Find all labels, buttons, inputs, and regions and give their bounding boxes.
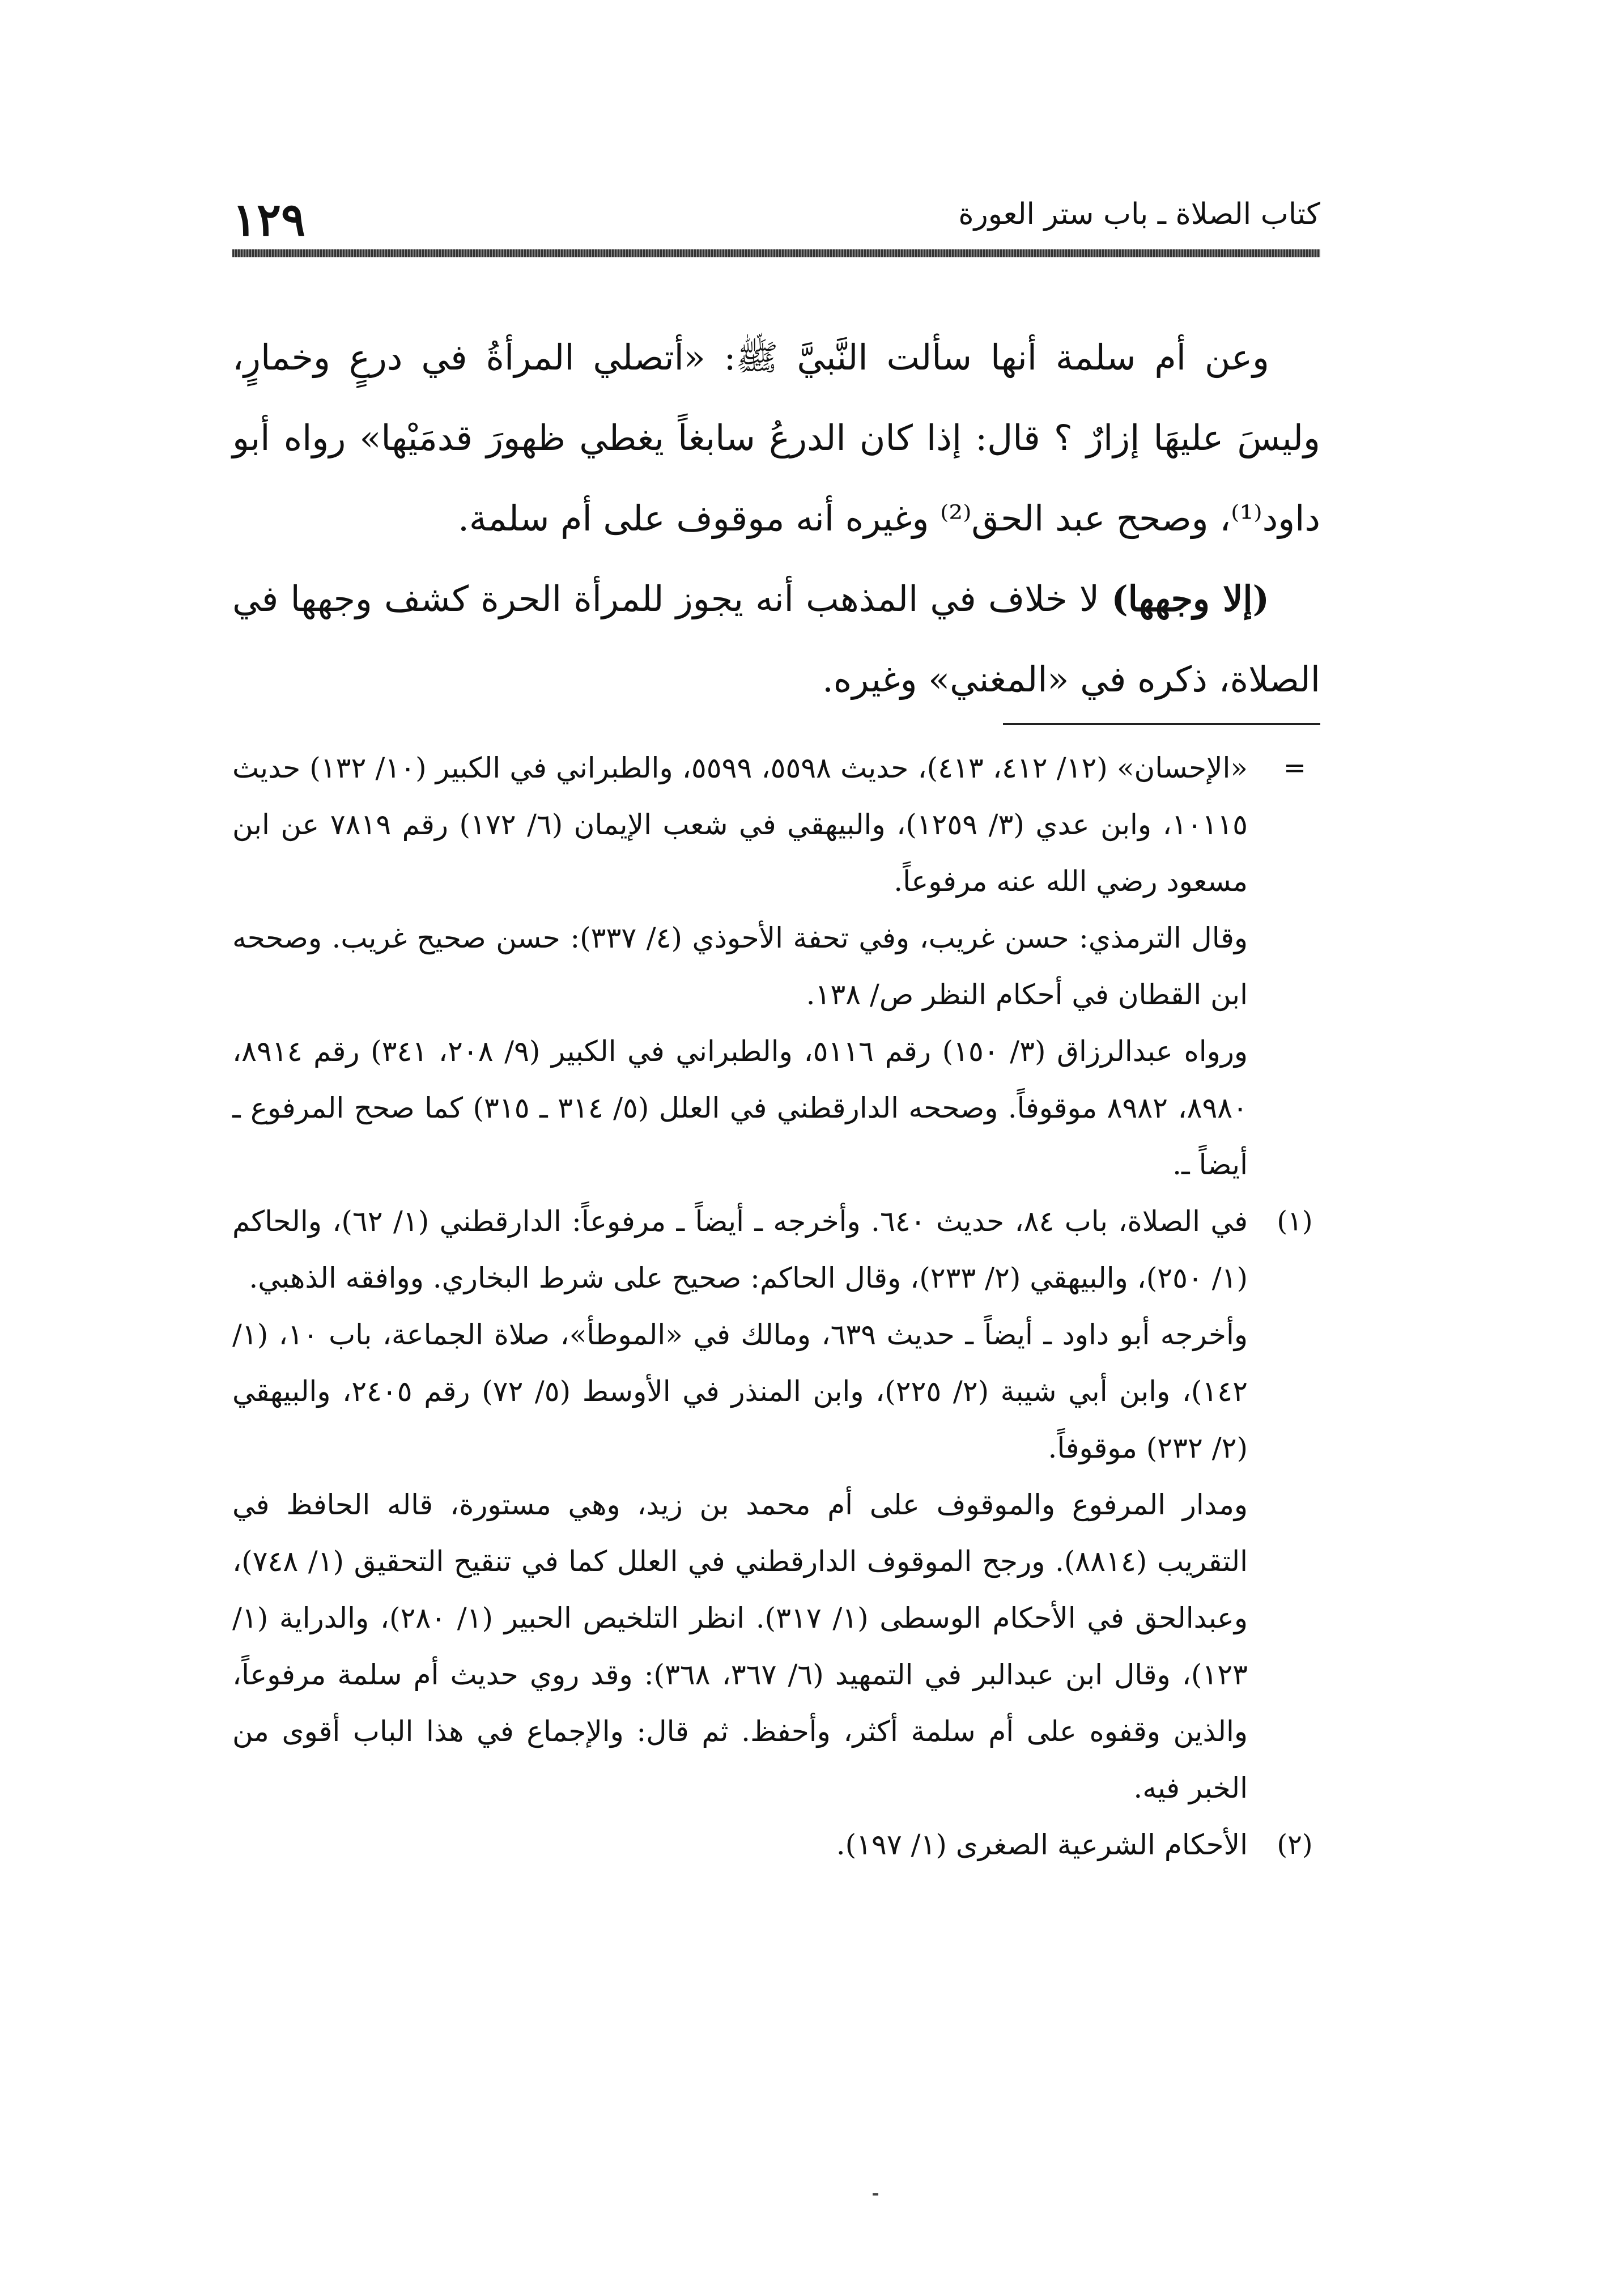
footnote-marker: (٢) (1277, 1829, 1313, 1861)
footnote-paragraph: في الصلاة، باب ٨٤، حديث ٦٤٠. وأخرجه ـ أيضاً ـ مرفوعاً: الدارقطني (١/ ٦٢)، والحاكم (١/ ٢٥٠)، والبيهقي (٢/ ٢٣٣)، وقال الحاكم: صحيح على شرط البخاري. ووافقه الذهبي. (232, 1205, 1248, 1294)
continuation-marker: = (1283, 752, 1307, 784)
running-header (232, 193, 1320, 255)
main-text (232, 317, 1320, 720)
footnote-paragraph: ورواه عبدالرزاق (٣/ ١٥٠) رقم ٥١١٦، والطبراني في الكبير (٩/ ٢٠٨، ٣٤١) رقم ٨٩١٤، ٨٩٨٠، ٨٩٨٢ موقوفاً. وصححه الدارقطني في العلل (٥/ ٣١٤ ـ ٣١٥) كما صحح المرفوع ـ أيضاً ـ. (232, 1035, 1248, 1181)
main-paragraph: وعن أم سلمة أنها سألت النَّبيَّ ﷺ: «أتصلي المرأةُ في درعٍ وخمارٍ، وليسَ عليهَا إزارٌ ؟ قال: إذا كان الدرعُ سابغاً يغطي ظهورَ قدمَيْها» رواه أبو داود⁽¹⁾، وصحح عبد الحق⁽²⁾ وغيره أنه موقوف على أم سلمة. (232, 337, 1320, 539)
footnote-separator (1003, 723, 1320, 725)
page-number: ١٢٩ (232, 193, 305, 246)
main-paragraph-rest: لا خلاف في المذهب أنه يجوز للمرأة الحرة كشف وجهها في الصلاة، ذكره في «المغني» وغيره. (232, 578, 1320, 700)
footnote-1 (232, 1193, 1320, 1816)
footnotes (232, 740, 1320, 1873)
page-bottom-mark (873, 2193, 878, 2196)
footnote-continuation (232, 740, 1320, 1193)
footnote-paragraph: الأحكام الشرعية الصغرى (١/ ١٩٧). (836, 1828, 1248, 1861)
footnote-paragraph: ومدار المرفوع والموقوف على أم محمد بن زيد، وهي مستورة، قاله الحافظ في التقريب (٨٨١٤). ورجح الموقوف الدارقطني في العلل كما في تنقيح التحقيق (١/ ٧٤٨)، وعبدالحق في الأحكام الوسطى (١/ ٣١٧). انظر التلخيص الحبير (١/ ٢٨٠)، والدراية (١/ ١٢٣)، وقال ابن عبدالبر في التمهيد (٦/ ٣٦٧، ٣٦٨): وقد روي حديث أم سلمة مرفوعاً، والذين وقفوه على أم سلمة أكثر، وأحفظ. ثم قال: والإجماع في هذا الباب أقوى من الخبر فيه. (232, 1488, 1248, 1804)
footnote-2 (232, 1816, 1320, 1873)
footnote-paragraph: وقال الترمذي: حسن غريب، وفي تحفة الأحوذي (٤/ ٣٣٧): حسن صحيح غريب. وصححه ابن القطان في أحكام النظر ص/ ١٣٨. (232, 922, 1248, 1011)
header-rule (232, 249, 1320, 257)
footnote-marker: (١) (1277, 1205, 1313, 1237)
footnote-paragraph: وأخرجه أبو داود ـ أيضاً ـ حديث ٦٣٩، ومالك في «الموطأ»، صلاة الجماعة، باب ١٠، (١/ ١٤٢)، وابن أبي شيبة (٢/ ٢٢٥)، وابن المنذر في الأوسط (٥/ ٧٢) رقم ٢٤٠٥، والبيهقي (٢/ ٢٣٢) موقوفاً. (232, 1318, 1248, 1464)
main-paragraph-bold-lead (232, 559, 1320, 720)
bold-phrase: (إلا وجهها) (1111, 578, 1269, 619)
footnote-paragraph: «الإحسان» (١٢/ ٤١٢، ٤١٣)، حديث ٥٥٩٨، ٥٥٩٩، والطبراني في الكبير (١٠/ ١٣٢) حديث ١٠١١٥، وابن عدي (٣/ ١٢٥٩)، والبيهقي في شعب الإيمان (٦/ ١٧٢) رقم ٧٨١٩ عن ابن مسعود رضي الله عنه مرفوعاً. (232, 751, 1248, 898)
running-title: كتاب الصلاة ـ باب ستر العورة (958, 197, 1320, 231)
